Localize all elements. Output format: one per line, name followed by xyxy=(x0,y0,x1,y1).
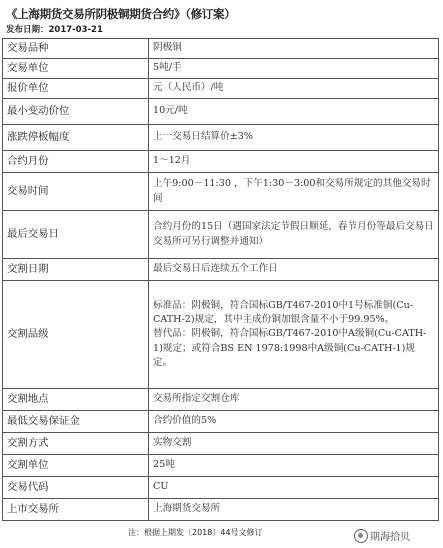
row-value: CU xyxy=(149,477,439,499)
contract-spec-table xyxy=(2,38,439,521)
table-row xyxy=(3,281,439,389)
row-value: 标准品：阴极铜，符合国标GB/T467-2010中1号标准铜(Cu-CATH-2)规定，其中主成份铜加银含量不小于99.95%。 替代品：阴极铜，符合国标GB/T467-2010中A级铜(Cu-CATH-1)规定；或符合BS EN 1978:1998中A级铜(Cu-CATH-1)规定。 xyxy=(149,281,439,389)
row-value: 1～12月 xyxy=(149,151,439,173)
publish-date: 发布日期：2017-03-21 xyxy=(6,25,103,35)
row-value: 最后交易日后连续五个工作日 xyxy=(149,259,439,281)
table-row xyxy=(3,79,439,99)
table-row xyxy=(3,39,439,59)
row-label: 交割单位 xyxy=(3,455,149,477)
row-label: 交易代码 xyxy=(3,477,149,499)
watermark-text: 期海拾贝 xyxy=(370,532,410,543)
table-row xyxy=(3,99,439,125)
row-label: 交割日期 xyxy=(3,259,149,281)
table-row xyxy=(3,173,439,211)
document-title: 《上海期货交易所阴极铜期货合约》（修订案） xyxy=(6,7,236,21)
table-row xyxy=(3,59,439,79)
row-label: 交割品级 xyxy=(3,281,149,389)
table-row xyxy=(3,499,439,521)
row-label: 报价单位 xyxy=(3,79,149,99)
table-row xyxy=(3,477,439,499)
row-label: 交易单位 xyxy=(3,59,149,79)
row-value: 上一交易日结算价±3% xyxy=(149,125,439,151)
table-row xyxy=(3,433,439,455)
table-row xyxy=(3,389,439,411)
row-value: 阴极铜 xyxy=(149,39,439,59)
row-label: 涨跌停板幅度 xyxy=(3,125,149,151)
row-value: 元（人民币）/吨 xyxy=(149,79,439,99)
row-value: 合约月份的15日（遇国家法定节假日顺延，春节月份等最后交易日交易所可另行调整并通知） xyxy=(149,211,439,259)
row-label: 最小变动价位 xyxy=(3,99,149,125)
table-row xyxy=(3,125,439,151)
table-row xyxy=(3,411,439,433)
revision-note: 注：根据上期发〔2018〕44号文修订 xyxy=(128,528,263,537)
row-value: 合约价值的5% xyxy=(149,411,439,433)
row-label: 交割地点 xyxy=(3,389,149,411)
row-label: 合约月份 xyxy=(3,151,149,173)
row-value: 上海期货交易所 xyxy=(149,499,439,521)
row-value: 交易所指定交割仓库 xyxy=(149,389,439,411)
watermark xyxy=(354,528,410,543)
wechat-logo-icon xyxy=(354,529,368,543)
row-value: 5吨/手 xyxy=(149,59,439,79)
row-label: 交割方式 xyxy=(3,433,149,455)
row-label: 交易时间 xyxy=(3,173,149,211)
table-row xyxy=(3,211,439,259)
table-row xyxy=(3,259,439,281)
row-value: 25吨 xyxy=(149,455,439,477)
row-label: 最后交易日 xyxy=(3,211,149,259)
row-value: 10元/吨 xyxy=(149,99,439,125)
row-value: 上午9:00－11:30 ，下午1:30－3:00和交易所规定的其他交易时间 xyxy=(149,173,439,211)
table-row xyxy=(3,151,439,173)
row-value: 实物交割 xyxy=(149,433,439,455)
row-label: 交易品种 xyxy=(3,39,149,59)
row-label: 最低交易保证金 xyxy=(3,411,149,433)
table-row xyxy=(3,455,439,477)
row-label: 上市交易所 xyxy=(3,499,149,521)
